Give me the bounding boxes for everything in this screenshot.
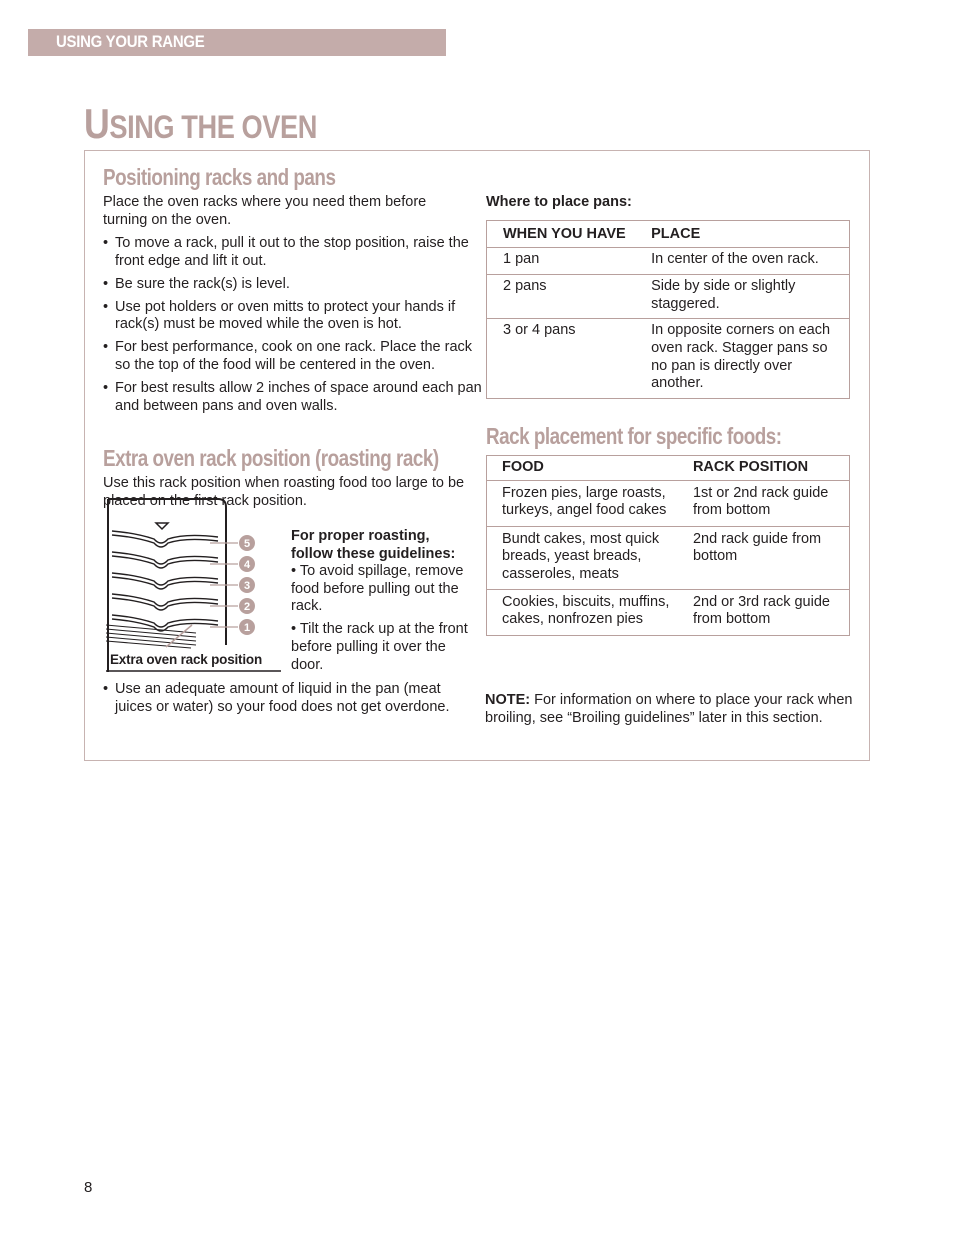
table-cell: 3 or 4 pans xyxy=(487,319,637,398)
rack-number-pointers xyxy=(210,543,238,627)
note-text: For information on where to place your rack when broiling, see “Broiling guidelines” later in this section. xyxy=(485,692,853,726)
pans-header-when: WHEN YOU HAVE xyxy=(487,221,637,248)
page-number: 8 xyxy=(84,1179,93,1196)
table-cell: In center of the oven rack. xyxy=(636,247,849,275)
foods-header-rack: RACK POSITION xyxy=(678,456,850,481)
table-row xyxy=(487,247,850,275)
guidelines-block: For proper roasting, follow these guidelines: • To avoid spillage, remove food before pulling out the rack. • Tilt the rack up at the front before pulling it over the door. xyxy=(291,528,475,674)
table-row xyxy=(487,480,850,526)
oven-rack-diagram xyxy=(106,497,281,672)
list-item: • To move a rack, pull it out to the stop position, raise the front edge and lift it out. xyxy=(103,235,483,270)
diagram-caption: Extra oven rack position xyxy=(110,652,262,667)
guideline-item: Tilt the rack up at the front before pulling it over the door. xyxy=(291,621,468,673)
foods-heading: Rack placement for specific foods: xyxy=(486,423,782,449)
oven-vent-icon xyxy=(156,523,168,529)
foods-header-food: FOOD xyxy=(487,456,678,481)
section-header-label: USING YOUR RANGE xyxy=(56,32,205,51)
rack-number-2: 2 xyxy=(243,601,251,613)
table-row xyxy=(487,526,850,589)
foods-table xyxy=(486,455,850,636)
list-item: • Be sure the rack(s) is level. xyxy=(103,276,483,294)
guideline-item: To avoid spillage, remove food before pulling out the rack. xyxy=(291,563,464,615)
table-row xyxy=(487,589,850,635)
page-title-initial: U xyxy=(84,100,110,147)
pans-header-place: PLACE xyxy=(636,221,849,248)
list-item: • Use pot holders or oven mitts to protect your hands if rack(s) must be moved while the oven is hot. xyxy=(103,299,483,334)
table-cell: Bundt cakes, most quick breads, yeast breads, casseroles, meats xyxy=(487,526,678,589)
table-cell: Frozen pies, large roasts, turkeys, angel food cakes xyxy=(487,480,678,526)
rack-number-3: 3 xyxy=(243,580,251,592)
guidelines-title: For proper roasting, follow these guidelines: xyxy=(291,528,456,562)
positioning-heading: Positioning racks and pans xyxy=(103,164,336,190)
table-cell: Side by side or slightly staggered. xyxy=(636,275,849,319)
list-item: • For best performance, cook on one rack. Place the rack so the top of the food will be centered in the oven. xyxy=(103,339,483,374)
table-cell: 1st or 2nd rack guide from bottom xyxy=(678,480,850,526)
table-row xyxy=(487,275,850,319)
positioning-intro: Place the oven racks where you need them before turning on the oven. xyxy=(103,194,427,228)
pans-table xyxy=(486,220,850,399)
rack-number-1: 1 xyxy=(243,622,251,634)
list-item: • For best results allow 2 inches of space around each pan and between pans and oven walls. xyxy=(103,380,483,415)
table-cell: In opposite corners on each oven rack. Stagger pans so no pan is directly over another. xyxy=(636,319,849,398)
roasting-rack-lines xyxy=(106,625,196,648)
pans-label: Where to place pans: xyxy=(486,194,632,210)
page-title-rest: SING THE OVEN xyxy=(109,109,317,145)
extra-rack-heading: Extra oven rack position (roasting rack) xyxy=(103,445,439,471)
page-title xyxy=(84,100,317,148)
table-cell: 1 pan xyxy=(487,247,637,275)
extra-rack-intro-text: Use this rack position when roasting food too large to be placed on the first rack position. xyxy=(103,475,465,509)
table-header-row xyxy=(487,456,850,481)
rack-number-4: 4 xyxy=(243,559,251,571)
table-cell: 2nd rack guide from bottom xyxy=(678,526,850,589)
list-item: • Use an adequate amount of liquid in the pan (meat juices or water) so your food does not get overdone. xyxy=(103,681,463,716)
table-cell: 2 pans xyxy=(487,275,637,319)
table-cell: 2nd or 3rd rack guide from bottom xyxy=(678,589,850,635)
extra-rack-bullet-list xyxy=(103,681,463,722)
rack-number-5: 5 xyxy=(243,538,251,550)
note-label: NOTE: xyxy=(485,692,531,708)
section-header-band xyxy=(28,29,446,56)
rack-guides xyxy=(112,531,218,631)
note-paragraph xyxy=(485,692,855,727)
table-header-row xyxy=(487,221,850,248)
table-cell: Cookies, biscuits, muffins, cakes, nonfrozen pies xyxy=(487,589,678,635)
table-row xyxy=(487,319,850,398)
positioning-bullet-list xyxy=(103,235,483,421)
